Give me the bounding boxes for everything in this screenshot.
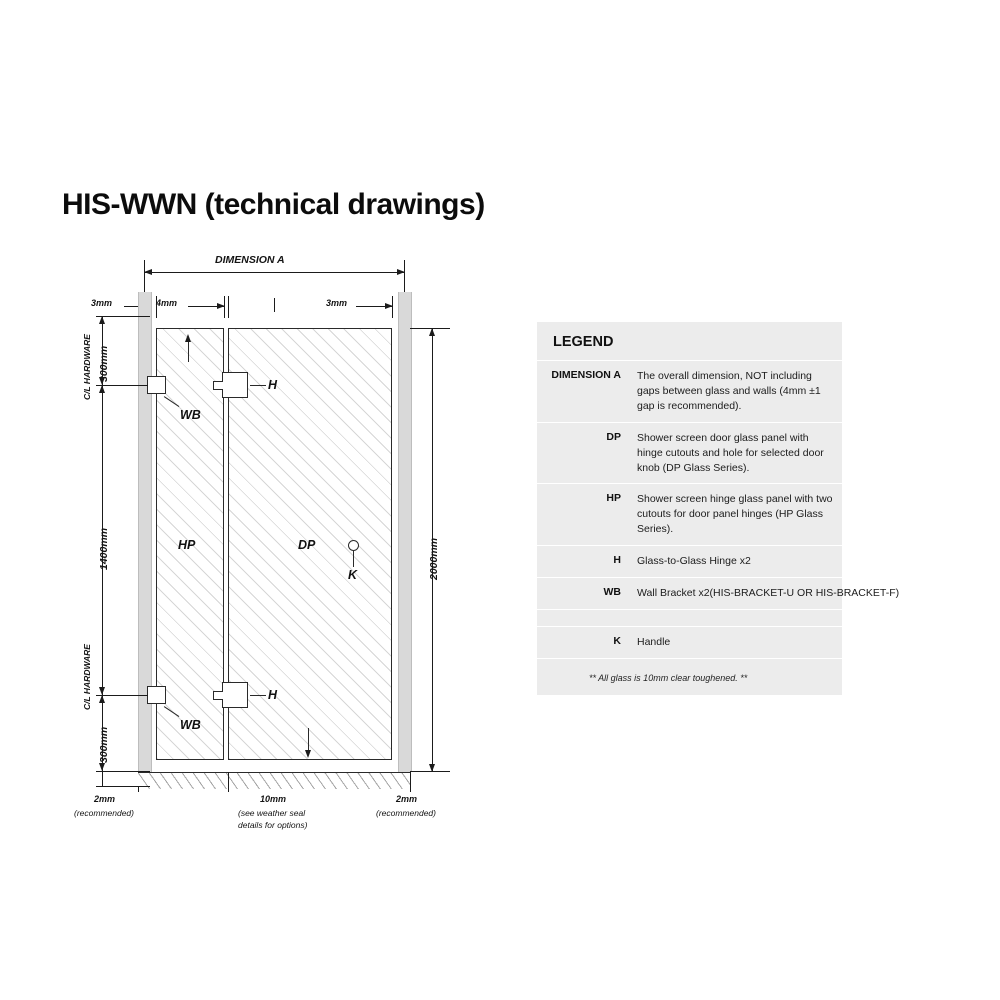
legend-row — [537, 546, 842, 578]
handle-knob-icon — [348, 540, 359, 551]
left-arrow-300top-up — [99, 316, 105, 324]
legend-value: Shower screen hinge glass panel with two cutouts for door panel hinges (HP Glass Series). — [637, 493, 833, 536]
legend-row — [537, 361, 842, 423]
height-arrow-bottom — [429, 764, 435, 772]
floor-left-value: 2mm — [94, 794, 116, 804]
gap-right-arrow — [385, 303, 393, 309]
dim-a-line — [144, 272, 405, 273]
legend-key: WB — [603, 586, 621, 599]
legend-key: H — [613, 554, 621, 567]
legend-key: DP — [606, 430, 621, 443]
cl-hardware-bottom-label: C/L HARDWARE — [82, 644, 92, 710]
page-title: HIS-WWN (technical drawings) — [62, 188, 485, 221]
height-arrow-top — [429, 328, 435, 336]
dim-a-label: DIMENSION A — [215, 254, 285, 266]
legend-footnote: ** All glass is 10mm clear toughened. ** — [589, 672, 748, 683]
wall-bracket-bottom — [147, 686, 166, 704]
legend-row — [537, 423, 842, 485]
dim-a-arrow-right — [397, 269, 405, 275]
legend-value: The overall dimension, NOT including gaps between glass and walls (4mm ±1 gap is recommended). — [637, 370, 821, 412]
legend-value: Wall Bracket x2(HIS-BRACKET-U OR HIS-BRACKET-F) — [637, 587, 900, 600]
dim-a-arrow-left — [144, 269, 152, 275]
floor-center-note-1: (see weather seal — [238, 808, 306, 818]
legend-value: Shower screen door glass panel with hinge cutouts and hole for selected door knob (DP Glass Series). — [637, 431, 824, 474]
dim-300-bottom-label: 300mm — [98, 726, 110, 763]
left-arrow-1400-up — [99, 385, 105, 393]
dim-1400-label: 1400mm — [98, 527, 110, 570]
legend-row — [537, 578, 900, 610]
wall-right — [398, 292, 412, 772]
legend-title: LEGEND — [537, 322, 842, 361]
legend-spacer — [537, 610, 842, 627]
label-hp: HP — [178, 538, 196, 552]
gap-tick-d — [228, 296, 229, 318]
floor-right-value: 2mm — [396, 794, 418, 804]
hinge-top-leader — [250, 385, 266, 386]
floor-right-note: (recommended) — [376, 808, 436, 818]
legend-spacer-key — [537, 610, 629, 626]
dp-bottom-tick-arrow — [305, 750, 311, 758]
gap-left-label: 3mm — [91, 298, 113, 308]
hinge-bottom-stub — [213, 691, 223, 700]
bottom-ext-mid — [228, 772, 229, 792]
handle-leader — [353, 551, 354, 567]
label-handle: K — [348, 568, 358, 582]
legend-key: DIMENSION A — [551, 369, 621, 381]
left-ext-floor — [96, 771, 150, 772]
gap-mid-label: 4mm — [156, 298, 178, 308]
gap-right-label: 3mm — [326, 298, 348, 308]
legend-key: K — [613, 634, 621, 647]
hinge-top — [222, 372, 248, 398]
floor-center-value: 10mm — [260, 794, 287, 804]
wall-bracket-top — [147, 376, 166, 394]
hinge-top-stub — [213, 381, 223, 390]
label-hinge-top: H — [268, 378, 278, 392]
bottom-ext-right — [410, 772, 411, 792]
technical-drawing — [60, 250, 480, 840]
left-arrow-300bot-down — [99, 763, 105, 771]
legend-row — [537, 484, 842, 546]
hp-top-tick-arrow — [185, 334, 191, 342]
label-wb-top: WB — [180, 408, 201, 422]
label-hinge-bottom: H — [268, 688, 278, 702]
hinge-bottom — [222, 682, 248, 708]
dp-bottom-tick-line — [308, 728, 309, 752]
left-ext-bottom — [96, 786, 150, 787]
height-label: 2000mm — [428, 537, 440, 580]
hinge-bottom-leader — [250, 695, 266, 696]
legend-value: Glass-to-Glass Hinge x2 — [637, 555, 751, 568]
floor-left-note: (recommended) — [74, 808, 134, 818]
legend-value: Handle — [637, 635, 671, 648]
left-arrow-1400-down — [99, 687, 105, 695]
bottom-ext-left — [138, 786, 139, 792]
gap-tick-center — [274, 298, 275, 312]
left-arrow-300bot-up — [99, 695, 105, 703]
cl-hardware-top-label: C/L HARDWARE — [82, 334, 92, 400]
legend-row — [537, 627, 842, 659]
legend-key: HP — [606, 492, 621, 505]
gap-mid-arrow — [217, 303, 225, 309]
label-dp: DP — [298, 538, 316, 552]
dim-300-top-label: 300mm — [98, 345, 110, 382]
floor-hatch — [138, 772, 410, 789]
legend-panel — [537, 322, 900, 695]
floor-center-note-2: details for options) — [238, 820, 308, 830]
label-wb-bottom: WB — [180, 718, 201, 732]
legend-spacer-value — [629, 610, 842, 626]
